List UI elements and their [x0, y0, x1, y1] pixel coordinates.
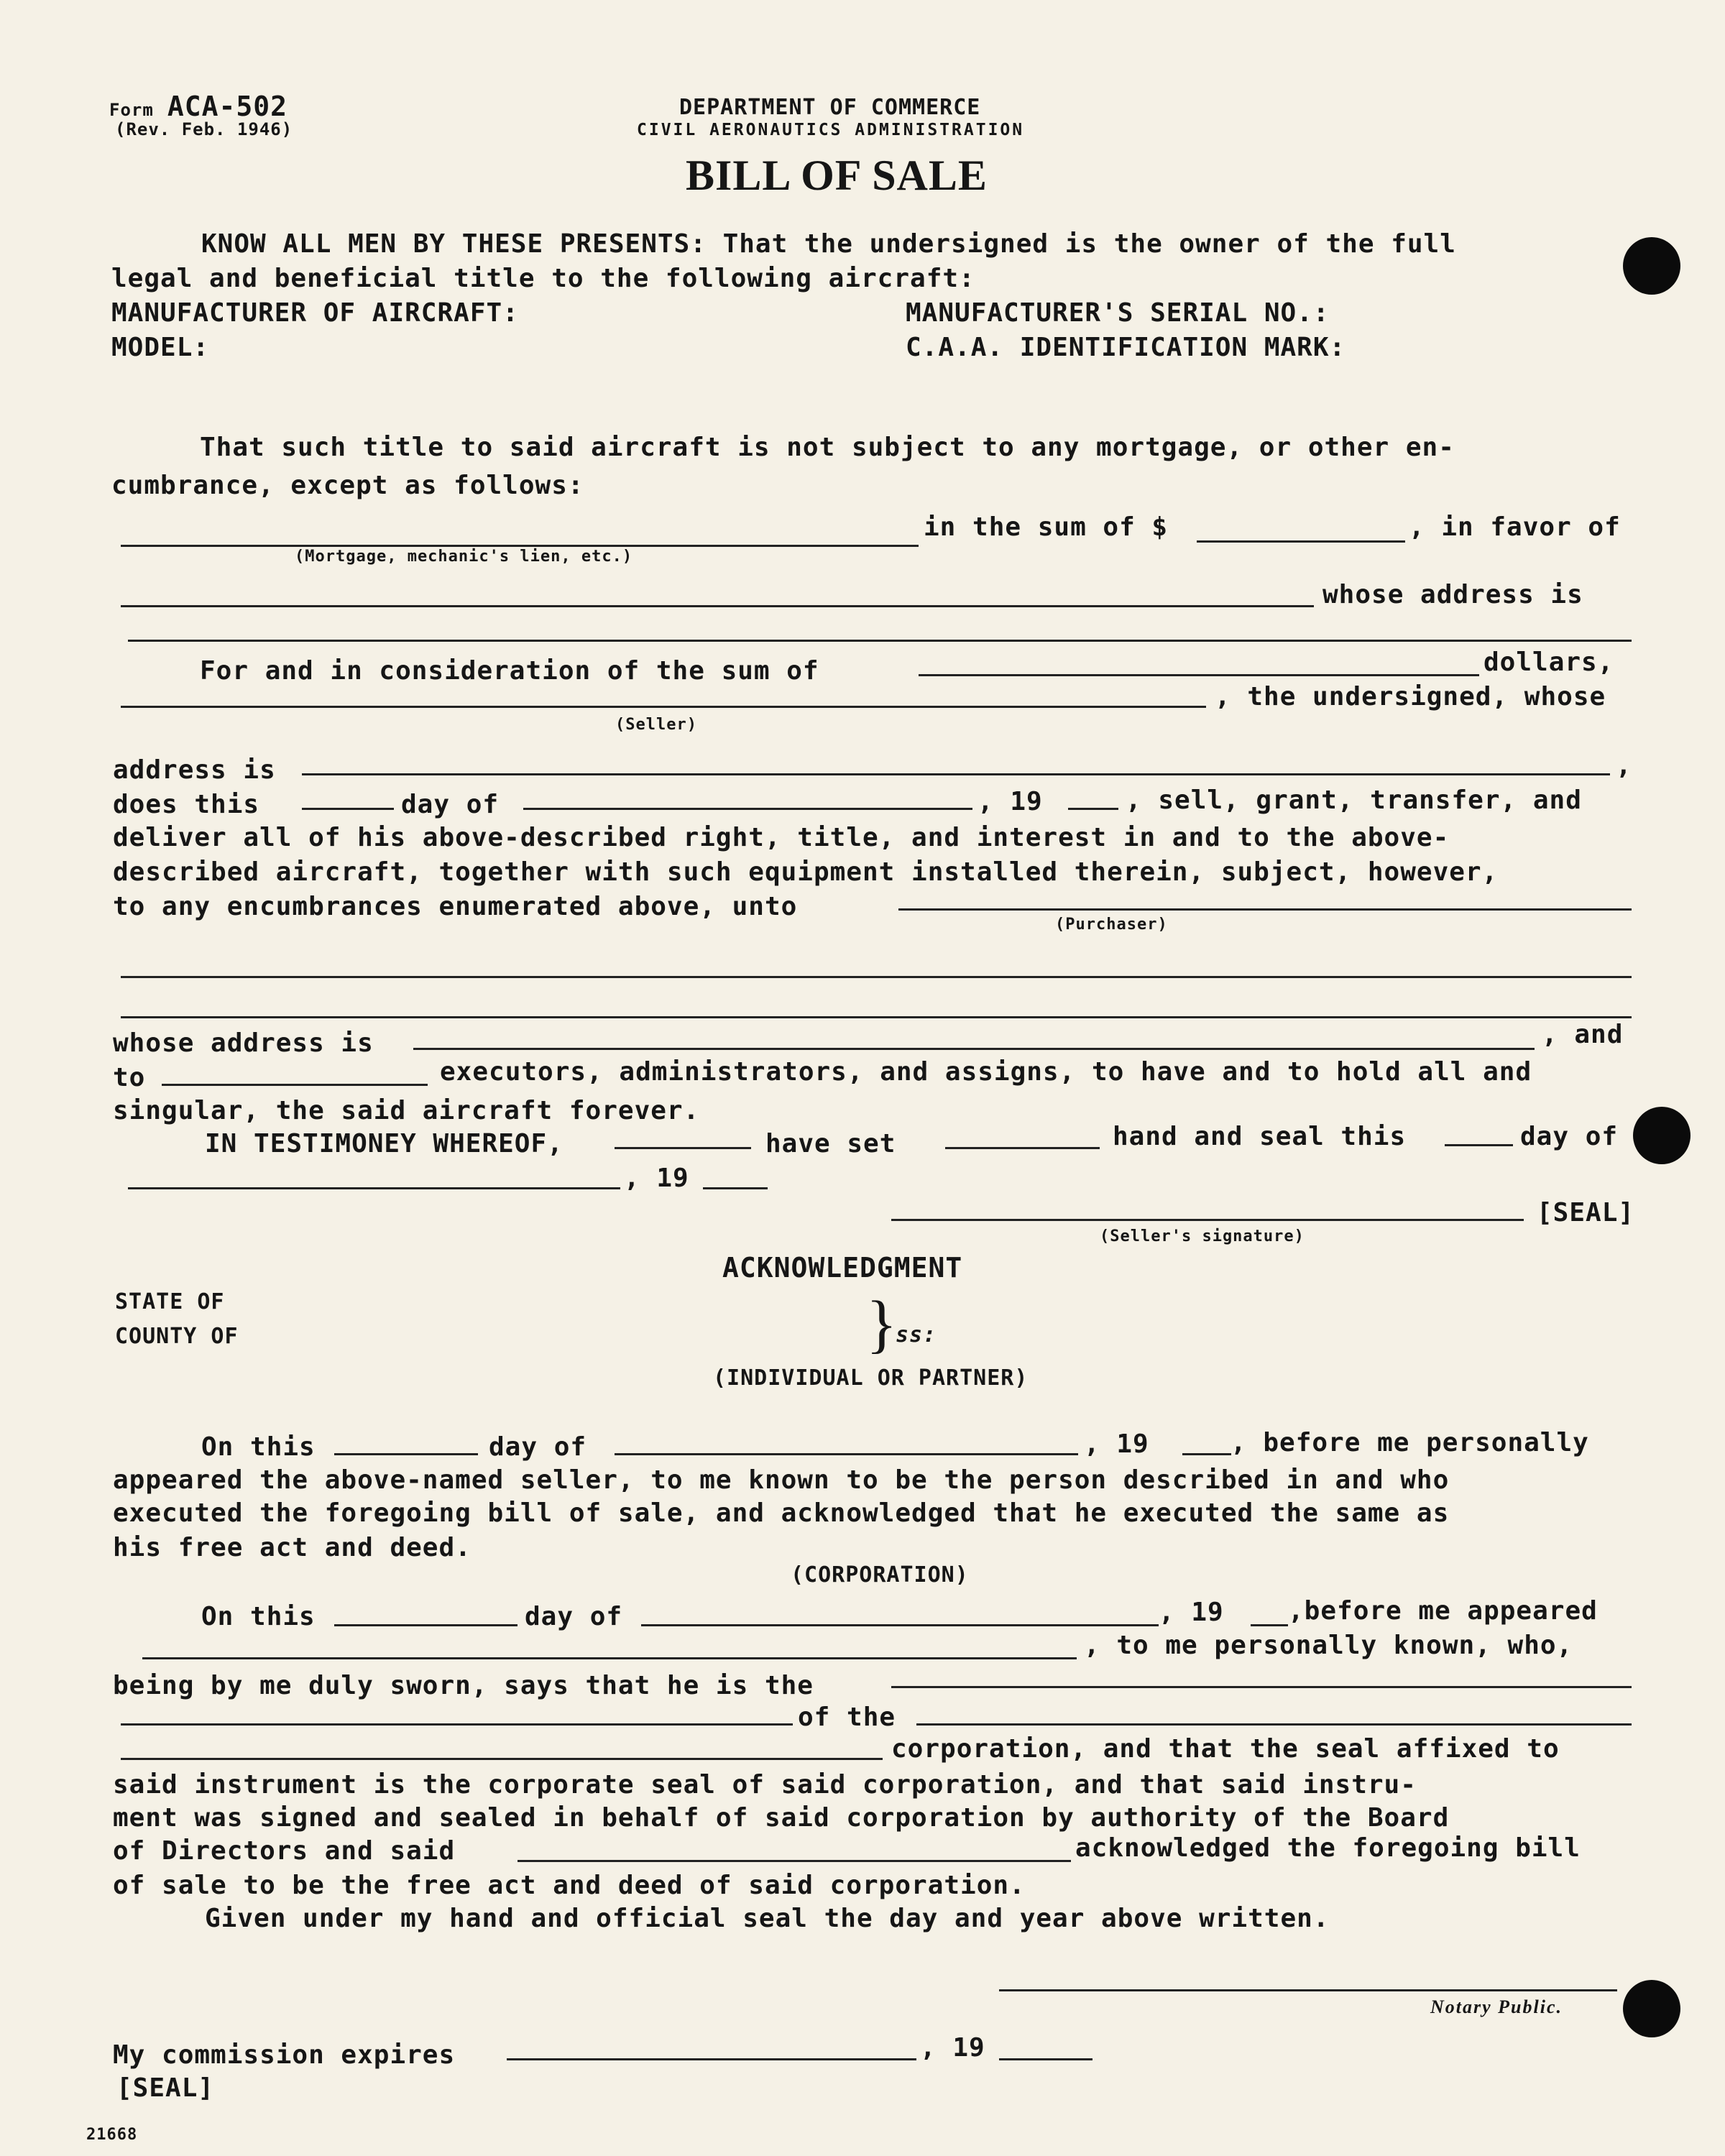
ind-day-field[interactable]: [334, 1453, 478, 1455]
address-is-label: address is: [113, 755, 276, 785]
mortgage-type-field[interactable]: [121, 545, 919, 547]
ind-month-field[interactable]: [615, 1453, 1078, 1455]
testimony-day-of-label: day of: [1520, 1122, 1619, 1151]
corp-acknowledged-text: acknowledged the foregoing bill: [1075, 1833, 1581, 1863]
notary-seal-label: [SEAL]: [116, 2073, 215, 2103]
sum-amount-field[interactable]: [1197, 540, 1405, 543]
sum-label: in the sum of $: [924, 512, 1169, 542]
corp-of-sale-line: of sale to be the free act and deed of said corporation.: [113, 1871, 1026, 1900]
sale-day-field[interactable]: [302, 808, 394, 810]
commission-date-field[interactable]: [507, 2058, 916, 2060]
heirs-field[interactable]: [162, 1084, 428, 1086]
ind-before-me-text: , before me personally: [1230, 1428, 1589, 1457]
ind-on-this-label: On this: [201, 1432, 316, 1462]
deliver-line: deliver all of his above-described right, title, and interest in and to the above-: [113, 823, 1450, 852]
testimony-year-label: , 19: [624, 1164, 689, 1193]
testimony-label: IN TESTIMONEY WHEREOF,: [205, 1129, 564, 1158]
ind-year-field[interactable]: [1182, 1453, 1231, 1455]
corp-personally-known-text: , to me personally known, who,: [1084, 1631, 1573, 1660]
purchaser-name-field-3[interactable]: [121, 1016, 1632, 1018]
purchaser-address-label: whose address is: [113, 1028, 374, 1058]
seller-signature-caption: (Seller's signature): [1100, 1227, 1305, 1245]
dollars-label: dollars,: [1484, 648, 1614, 677]
corp-on-this-label: On this: [201, 1602, 316, 1631]
commission-label: My commission expires: [113, 2040, 456, 2070]
corp-of-the-label: of the: [798, 1703, 896, 1732]
serial-label: MANUFACTURER'S SERIAL NO.:: [906, 298, 1330, 328]
ind-year-label: , 19: [1084, 1429, 1149, 1459]
corp-name-field[interactable]: [916, 1723, 1632, 1726]
executors-text: executors, administrators, and assigns, to have and to hold all and: [440, 1057, 1532, 1087]
encumbrance-address-field[interactable]: [128, 640, 1632, 642]
manufacturer-label: MANUFACTURER OF AIRCRAFT:: [111, 298, 519, 328]
whose-address-label: whose address is: [1322, 580, 1583, 609]
to-label: to: [113, 1063, 146, 1092]
corp-directors-label: of Directors and said: [113, 1836, 456, 1866]
commission-year-label: , 19: [920, 2033, 985, 2063]
notary-signature-field[interactable]: [999, 1989, 1617, 1991]
commission-year-field[interactable]: [999, 2058, 1092, 2060]
testimony-year-field[interactable]: [703, 1187, 768, 1189]
testimony-who-field[interactable]: [615, 1147, 751, 1149]
model-label: MODEL:: [111, 333, 210, 362]
given-under-line: Given under my hand and official seal the day and year above written.: [205, 1904, 1330, 1933]
seller-name-field[interactable]: [121, 706, 1206, 708]
ind-free-act-line: his free act and deed.: [113, 1533, 472, 1562]
state-of-label: STATE OF: [115, 1289, 225, 1314]
punch-hole-bottom: [1623, 1980, 1680, 2037]
purchaser-name-field-2[interactable]: [121, 976, 1632, 978]
purchaser-address-field[interactable]: [413, 1048, 1535, 1050]
seller-seal-label: [SEAL]: [1537, 1198, 1635, 1227]
seller-caption: (Seller): [615, 716, 697, 734]
notary-public-label: Notary Public.: [1430, 1996, 1563, 2017]
consideration-label: For and in consideration of the sum of: [200, 656, 819, 686]
have-set-label: have set: [765, 1129, 896, 1158]
corp-office-field-2[interactable]: [121, 1723, 793, 1726]
address-comma: ,: [1616, 751, 1632, 780]
department-name: DEPARTMENT OF COMMERCE: [679, 95, 981, 120]
footer-number: 21668: [86, 2126, 138, 2144]
punch-hole-middle: [1633, 1107, 1690, 1164]
page-title: BILL OF SALE: [686, 152, 988, 199]
corp-sworn-text: being by me duly sworn, says that he is the: [113, 1671, 814, 1700]
form-revision: (Rev. Feb. 1946): [115, 119, 293, 139]
testimony-month-field[interactable]: [128, 1187, 620, 1189]
corp-day-field[interactable]: [334, 1624, 518, 1626]
hand-seal-label: hand and seal this: [1113, 1122, 1407, 1151]
sale-year-label: , 19: [978, 787, 1043, 816]
singular-text: singular, the said aircraft forever.: [113, 1096, 700, 1125]
testimony-their-field[interactable]: [945, 1147, 1100, 1149]
purchaser-caption: (Purchaser): [1055, 916, 1168, 934]
corp-said-instrument-line: said instrument is the corporate seal of said corporation, and that said instru-: [113, 1770, 1417, 1800]
corp-year-label: , 19: [1159, 1598, 1224, 1627]
corp-officer-field[interactable]: [518, 1860, 1071, 1862]
ss-label: ss:: [896, 1322, 937, 1348]
sell-grant-text: , sell, grant, transfer, and: [1126, 786, 1582, 815]
favor-of-field[interactable]: [121, 605, 1314, 607]
sale-month-field[interactable]: [523, 808, 972, 810]
undersigned-label: , the undersigned, whose: [1215, 682, 1606, 711]
corp-office-field[interactable]: [891, 1686, 1632, 1688]
sale-day-of-label: day of: [401, 790, 500, 819]
ss-brace: }: [866, 1289, 898, 1360]
seller-address-field[interactable]: [302, 773, 1610, 775]
ind-appeared-line: appeared the above-named seller, to me known to be the person described in and who: [113, 1465, 1450, 1495]
form-number: ACA-502: [167, 91, 288, 122]
intro-line-1: KNOW ALL MEN BY THESE PRESENTS: That the undersigned is the owner of the full: [201, 229, 1456, 259]
corp-seal-affixed-text: corporation, and that the seal affixed to: [891, 1734, 1560, 1764]
caa-label: C.A.A. IDENTIFICATION MARK:: [906, 333, 1346, 362]
testimony-day-field[interactable]: [1445, 1144, 1513, 1146]
mortgage-caption: (Mortgage, mechanic's lien, etc.): [295, 548, 633, 566]
sale-year-field[interactable]: [1068, 808, 1118, 810]
corp-ment-signed-line: ment was signed and sealed in behalf of said corporation by authority of the Board: [113, 1803, 1450, 1833]
purchaser-name-field[interactable]: [898, 908, 1632, 911]
corp-year-field[interactable]: [1251, 1624, 1288, 1626]
intro-line-2: legal and beneficial title to the following aircraft:: [111, 264, 975, 293]
ind-day-of-label: day of: [489, 1432, 587, 1462]
corp-month-field[interactable]: [641, 1624, 1159, 1626]
encumbrance-line-2: cumbrance, except as follows:: [111, 471, 584, 500]
corp-person-field[interactable]: [142, 1657, 1077, 1659]
corp-day-of-label: day of: [525, 1602, 623, 1631]
seller-signature-field[interactable]: [891, 1219, 1524, 1221]
individual-label: (INDIVIDUAL OR PARTNER): [713, 1365, 1029, 1391]
punch-hole-top: [1623, 237, 1680, 295]
described-line: described aircraft, together with such equipment installed therein, subject, however,: [113, 857, 1499, 887]
consideration-amount-field[interactable]: [919, 674, 1479, 676]
and-label: , and: [1542, 1020, 1624, 1049]
to-any-line: to any encumbrances enumerated above, unto: [113, 892, 798, 921]
ind-executed-line: executed the foregoing bill of sale, and acknowledged that he executed the same as: [113, 1498, 1450, 1528]
form-prefix: Form: [109, 100, 154, 120]
administration-name: CIVIL AERONAUTICS ADMINISTRATION: [637, 121, 1025, 139]
corporation-title: (CORPORATION): [791, 1562, 969, 1588]
does-this-label: does this: [113, 790, 260, 819]
corp-before-text: ,before me appeared: [1288, 1596, 1598, 1626]
corp-name-field-2[interactable]: [121, 1758, 883, 1760]
favor-label: , in favor of: [1409, 512, 1621, 542]
encumbrance-line-1: That such title to said aircraft is not subject to any mortgage, or other en-: [200, 433, 1455, 462]
county-of-label: COUNTY OF: [115, 1324, 239, 1349]
acknowledgment-title: ACKNOWLEDGMENT: [722, 1252, 963, 1284]
